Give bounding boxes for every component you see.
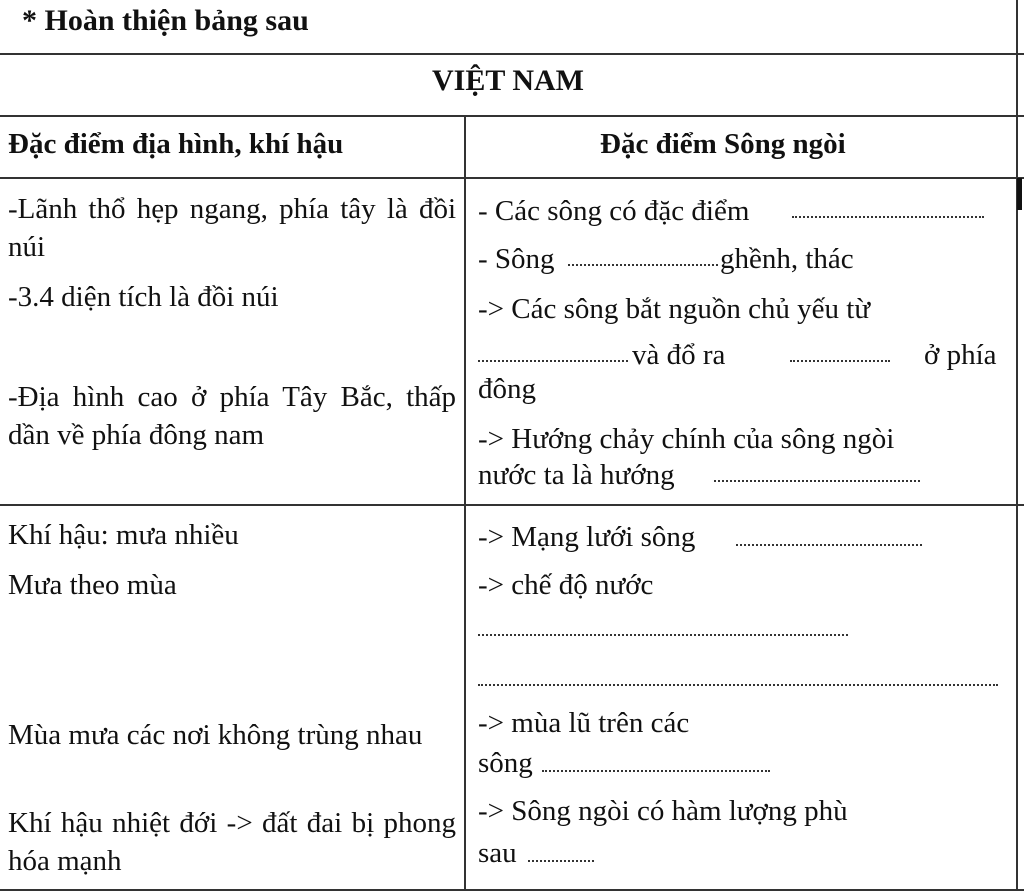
river-item: -> Các sông bắt nguồn chủ yếu từ <box>478 293 871 325</box>
river-item: ghềnh, thác <box>720 243 854 275</box>
terrain-item: -Lãnh thổ hẹp ngang, phía tây là đồi núi <box>8 193 456 263</box>
river-item: ở phía <box>924 339 997 371</box>
blank-fill <box>568 264 718 266</box>
table-border-header <box>0 177 1024 179</box>
river-item: sau <box>478 837 517 869</box>
river-item: và đổ ra <box>632 339 726 371</box>
climate-item: Khí hậu nhiệt đới -> đất đai bị phong hóa mạnh <box>8 807 456 877</box>
blank-fill <box>528 860 594 862</box>
blank-fill <box>478 360 628 362</box>
river-item: -> Sông ngòi có hàm lượng phù <box>478 795 848 827</box>
river-item: nước ta là hướng <box>478 459 675 491</box>
river-item: -> chế độ nước <box>478 569 654 601</box>
blank-fill <box>792 216 984 218</box>
column-header-terrain: Đặc điểm địa hình, khí hậu <box>8 128 344 160</box>
table-column-divider <box>464 115 466 891</box>
climate-item: Mưa theo mùa <box>8 569 177 601</box>
heading: * Hoàn thiện bảng sau <box>22 4 309 37</box>
blank-fill <box>478 684 998 686</box>
blank-fill <box>714 480 920 482</box>
column-header-rivers: Đặc điểm Sông ngòi <box>600 128 846 160</box>
blank-fill <box>736 544 922 546</box>
river-item: - Các sông có đặc điểm <box>478 195 750 227</box>
table-title: VIỆT NAM <box>432 64 584 97</box>
table-border-row <box>0 504 1024 506</box>
blank-fill <box>542 770 770 772</box>
river-item: -> Hướng chảy chính của sông ngòi <box>478 423 895 455</box>
blank-fill <box>478 634 848 636</box>
cursor-mark <box>1017 178 1022 210</box>
terrain-item: -3.4 diện tích là đồi núi <box>8 281 279 313</box>
table-border-top <box>0 53 1024 55</box>
river-item: sông <box>478 747 533 779</box>
table-border-title <box>0 115 1024 117</box>
blank-fill <box>790 360 890 362</box>
table-right-border <box>1016 0 1018 891</box>
terrain-item: -Địa hình cao ở phía Tây Bắc, thấp dần về phía đông nam <box>8 381 456 451</box>
river-item: -> mùa lũ trên các <box>478 707 690 739</box>
climate-item: Mùa mưa các nơi không trùng nhau <box>8 719 423 751</box>
river-item: đông <box>478 373 536 405</box>
climate-item: Khí hậu: mưa nhiều <box>8 519 239 551</box>
river-item: -> Mạng lưới sông <box>478 521 696 553</box>
river-item: - Sông <box>478 243 555 275</box>
